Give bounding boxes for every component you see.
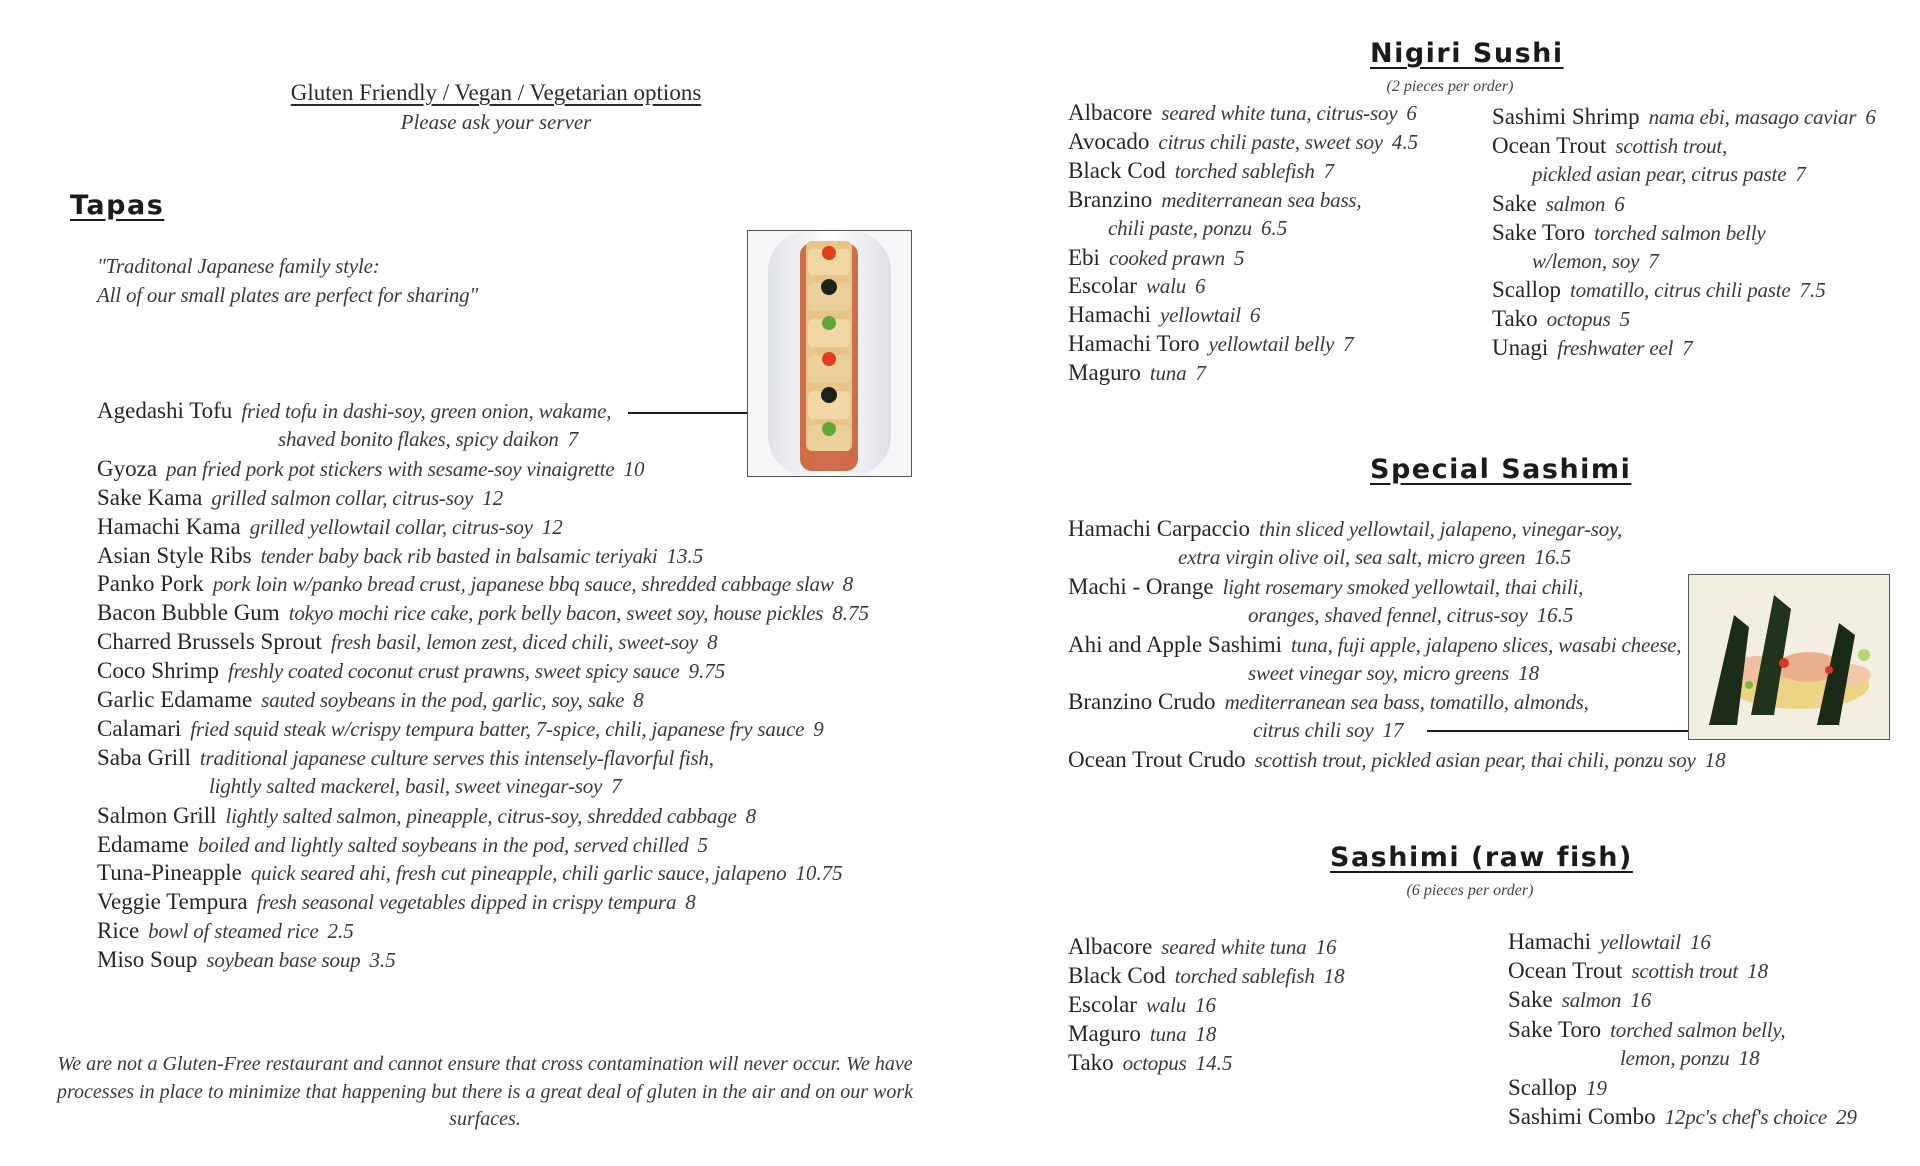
special-sashimi-photo bbox=[1688, 574, 1890, 740]
menu-item bbox=[1068, 1048, 1232, 1080]
menu-item-desc: fried tofu in dashi-soy, green onion, wakame, bbox=[241, 399, 612, 423]
menu-item-desc: freshwater eel bbox=[1557, 336, 1674, 361]
menu-item bbox=[1068, 358, 1206, 390]
menu-item-price: 16 bbox=[1195, 992, 1217, 1017]
section-title-tapas: Tapas bbox=[70, 190, 165, 221]
menu-item-price: 7 bbox=[611, 773, 622, 798]
menu-item bbox=[97, 945, 396, 977]
menu-item-price: 6 bbox=[1195, 274, 1206, 299]
menu-item-name: Hamachi bbox=[1068, 302, 1152, 328]
menu-item-desc: grilled salmon collar, citrus-soy bbox=[211, 485, 474, 510]
menu-item-name: Tako bbox=[1068, 1049, 1114, 1075]
menu-item-desc: fried squid steak w/crispy tempura batter, 7-spice, chili, japanese fry sauce bbox=[190, 716, 805, 741]
menu-item-desc: torched sablefish bbox=[1174, 158, 1315, 183]
menu-item-name: Escolar bbox=[1068, 273, 1137, 299]
menu-item-desc: mediterranean sea bass, tomatillo, almonds, bbox=[1224, 690, 1589, 715]
menu-item-desc2: citrus chili soy bbox=[1253, 718, 1374, 743]
menu-item-desc2: shaved bonito flakes, spicy daikon bbox=[278, 426, 559, 451]
menu-item-continuation bbox=[1620, 1044, 1760, 1075]
disclaimer-line2: processes in place to minimize that happening but there is a great deal of gluten in the air and on our work bbox=[56, 1081, 914, 1103]
menu-item-desc2: lemon, ponzu bbox=[1620, 1045, 1730, 1070]
menu-item-desc2: lightly salted mackerel, basil, sweet vinegar-soy bbox=[209, 773, 603, 798]
menu-item bbox=[1508, 1073, 1607, 1105]
menu-item bbox=[1068, 961, 1345, 993]
menu-item-price: 2.5 bbox=[327, 919, 354, 944]
menu-item bbox=[97, 454, 644, 486]
menu-item-desc: citrus chili paste, sweet soy bbox=[1158, 129, 1383, 154]
menu-item-name: Saba Grill bbox=[97, 744, 191, 770]
menu-item bbox=[1508, 1102, 1857, 1134]
menu-item-name: Tuna-Pineapple bbox=[97, 860, 242, 886]
menu-item-desc: traditional japanese culture serves this intensely-flavorful fish, bbox=[199, 745, 714, 770]
menu-item-price: 8 bbox=[842, 572, 854, 597]
menu-item bbox=[1068, 98, 1417, 130]
menu-item-price: 4.5 bbox=[1391, 129, 1419, 154]
menu-item-desc: pork loin w/panko bread crust, japanese bbq sauce, shredded cabbage slaw bbox=[212, 572, 834, 597]
menu-item-desc: walu bbox=[1145, 992, 1187, 1017]
menu-item-price: 7 bbox=[567, 426, 579, 451]
menu-item bbox=[97, 714, 824, 746]
menu-item-name: Albacore bbox=[1068, 934, 1153, 959]
menu-item bbox=[97, 685, 644, 717]
menu-item-price: 8.75 bbox=[832, 601, 870, 626]
agedashi-tofu-photo bbox=[747, 230, 912, 477]
menu-item bbox=[1068, 271, 1206, 303]
menu-item-name: Maguro bbox=[1068, 1020, 1141, 1046]
menu-item-desc: quick seared ahi, fresh cut pineapple, chili garlic sauce, jalapeno bbox=[250, 861, 787, 886]
menu-item-desc: octopus bbox=[1122, 1050, 1187, 1075]
menu-item bbox=[1068, 185, 1361, 217]
menu-item-desc2: oranges, shaved fennel, citrus-soy bbox=[1248, 602, 1528, 627]
menu-item-price: 7 bbox=[1323, 158, 1335, 183]
menu-item bbox=[1492, 131, 1727, 163]
menu-item-name: Coco Shrimp bbox=[97, 658, 220, 684]
menu-item-name: Ebi bbox=[1068, 244, 1100, 270]
menu-item-name: Sake Toro bbox=[1508, 1016, 1602, 1042]
menu-item bbox=[1068, 127, 1418, 159]
section-title-nigiri: Nigiri Sushi bbox=[1370, 38, 1564, 69]
tapas-quote-line1: "Traditonal Japanese family style: bbox=[97, 254, 380, 278]
menu-item-name: Scallop bbox=[1508, 1075, 1577, 1100]
menu-item bbox=[97, 541, 703, 573]
menu-item-desc: sauted soybeans in the pod, garlic, soy, sake bbox=[261, 688, 625, 712]
sashimi-subtitle: (6 pieces per order) bbox=[1406, 882, 1534, 899]
menu-item bbox=[97, 830, 708, 862]
menu-item-desc: bowl of steamed rice bbox=[148, 919, 319, 944]
menu-item bbox=[97, 396, 611, 428]
nigiri-subtitle: (2 pieces per order) bbox=[1386, 78, 1514, 95]
menu-item-name: Sake bbox=[1492, 190, 1537, 216]
menu-item bbox=[1492, 304, 1630, 336]
menu-item-desc: torched salmon belly, bbox=[1610, 1017, 1786, 1042]
menu-item-desc: pan fried pork pot stickers with sesame-soy vinaigrette bbox=[166, 456, 615, 481]
menu-item-name: Ocean Trout bbox=[1492, 132, 1607, 158]
disclaimer-line3: surfaces. bbox=[449, 1108, 521, 1130]
menu-item bbox=[1492, 218, 1766, 250]
menu-item-desc: lightly salted salmon, pineapple, citrus-soy, shredded cabbage bbox=[225, 803, 737, 828]
menu-item bbox=[97, 627, 718, 659]
menu-item-desc: soybean base soup bbox=[206, 948, 361, 973]
menu-item-price: 18 bbox=[1738, 1045, 1760, 1070]
menu-item-name: Branzino Crudo bbox=[1068, 689, 1216, 715]
menu-item-price: 6 bbox=[1865, 105, 1876, 129]
menu-item-desc: scottish trout bbox=[1631, 959, 1739, 984]
menu-item-desc: torched salmon belly bbox=[1594, 220, 1766, 245]
menu-item bbox=[1508, 1015, 1785, 1047]
menu-item-price: 18 bbox=[1747, 959, 1769, 984]
menu-item-name: Hamachi bbox=[1508, 929, 1592, 954]
menu-item-continuation bbox=[209, 772, 622, 803]
menu-item-name: Garlic Edamame bbox=[97, 687, 253, 712]
menu-item-desc: fresh basil, lemon zest, diced chili, sweet-soy bbox=[330, 630, 699, 655]
menu-item-price: 6 bbox=[1406, 101, 1417, 125]
menu-item bbox=[97, 916, 354, 948]
menu-item-name: Sake Kama bbox=[97, 484, 203, 510]
menu-item-continuation bbox=[1178, 543, 1571, 574]
menu-item bbox=[1492, 275, 1826, 307]
menu-item bbox=[97, 801, 756, 833]
menu-item-desc: tuna, fuji apple, jalapeno slices, wasabi cheese, bbox=[1291, 632, 1682, 657]
menu-item bbox=[97, 598, 869, 630]
menu-item bbox=[1508, 956, 1768, 988]
tofu-leader-line bbox=[628, 412, 747, 414]
menu-item-name: Edamame bbox=[97, 831, 189, 857]
menu-item-name: Agedashi Tofu bbox=[97, 398, 233, 423]
menu-item-price: 6.5 bbox=[1260, 215, 1288, 240]
menu-item-desc: fresh seasonal vegetables dipped in crispy tempura bbox=[256, 890, 677, 915]
menu-item-desc: thin sliced yellowtail, jalapeno, vinegar-soy, bbox=[1259, 517, 1623, 541]
menu-item-price: 7.5 bbox=[1799, 278, 1826, 303]
menu-item-price: 6 bbox=[1614, 191, 1625, 216]
menu-item-name: Hamachi Kama bbox=[97, 513, 241, 539]
menu-item bbox=[1068, 329, 1354, 361]
menu-item-desc: tender baby back rib basted in balsamic teriyaki bbox=[260, 543, 658, 568]
menu-item-price: 12 bbox=[541, 514, 563, 539]
menu-item bbox=[1068, 156, 1334, 188]
menu-item-name: Ahi and Apple Sashimi bbox=[1068, 631, 1283, 657]
menu-item-price: 5 bbox=[1619, 307, 1631, 332]
menu-item-price: 7 bbox=[1648, 248, 1659, 273]
menu-item-desc: cooked prawn bbox=[1108, 245, 1225, 270]
menu-item-desc2: pickled asian pear, citrus paste bbox=[1532, 161, 1787, 186]
menu-item-desc2: sweet vinegar soy, micro greens bbox=[1248, 660, 1510, 685]
menu-item-price: 5 bbox=[1233, 245, 1245, 270]
menu-item bbox=[1508, 985, 1651, 1017]
menu-item-name: Black Cod bbox=[1068, 157, 1166, 183]
menu-item-price: 5 bbox=[697, 832, 709, 857]
menu-item-name: Machi - Orange bbox=[1068, 573, 1214, 599]
menu-item-name: Escolar bbox=[1068, 991, 1137, 1017]
menu-item-price: 3.5 bbox=[369, 948, 396, 973]
menu-item-name: Hamachi Toro bbox=[1068, 331, 1200, 357]
menu-item-name: Panko Pork bbox=[97, 571, 204, 597]
menu-item-name: Charred Brussels Sprout bbox=[97, 629, 322, 655]
menu-item-price: 7 bbox=[1795, 161, 1806, 186]
menu-item-name: Miso Soup bbox=[97, 947, 198, 973]
menu-item-price: 14.5 bbox=[1195, 1050, 1233, 1075]
menu-item bbox=[97, 569, 853, 601]
menu-item-name: Hamachi Carpaccio bbox=[1068, 516, 1250, 541]
menu-item-price: 8 bbox=[633, 688, 644, 712]
menu-item bbox=[1068, 243, 1244, 275]
menu-item-name: Bacon Bubble Gum bbox=[97, 600, 280, 626]
menu-item-name: Albacore bbox=[1068, 100, 1153, 125]
menu-item bbox=[97, 656, 725, 688]
tapas-quote-line2: All of our small plates are perfect for sharing" bbox=[97, 283, 479, 307]
menu-item-name: Calamari bbox=[97, 715, 182, 741]
menu-item-desc: tuna bbox=[1149, 1021, 1187, 1046]
menu-item-continuation bbox=[1108, 214, 1287, 245]
menu-item-desc: scottish trout, pickled asian pear, thai chili, ponzu soy bbox=[1254, 748, 1696, 773]
menu-item-desc: seared white tuna bbox=[1161, 935, 1307, 959]
menu-item-name: Veggie Tempura bbox=[97, 889, 248, 915]
menu-item-desc: mediterranean sea bass, bbox=[1161, 187, 1362, 212]
menu-item bbox=[97, 743, 714, 775]
menu-item-desc2: extra virgin olive oil, sea salt, micro green bbox=[1178, 544, 1526, 569]
menu-item bbox=[97, 858, 843, 890]
menu-item-continuation bbox=[1532, 247, 1659, 278]
menu-item-price: 29 bbox=[1836, 1105, 1858, 1130]
menu-item-continuation bbox=[278, 425, 578, 456]
section-title-sashimi: Sashimi (raw fish) bbox=[1330, 842, 1633, 873]
menu-item-price: 6 bbox=[1249, 303, 1261, 328]
menu-item-desc: yellowtail belly bbox=[1208, 332, 1335, 357]
menu-item-name: Unagi bbox=[1492, 335, 1549, 361]
menu-item bbox=[1492, 102, 1876, 134]
menu-item-price: 7 bbox=[1682, 336, 1693, 361]
menu-item-continuation bbox=[1253, 716, 1403, 747]
menu-item-price: 7 bbox=[1195, 361, 1206, 386]
special-leader-line bbox=[1427, 730, 1688, 732]
menu-item-price: 8 bbox=[745, 803, 757, 828]
menu-item-desc: seared white tuna, citrus-soy bbox=[1161, 101, 1398, 125]
menu-item-price: 19 bbox=[1586, 1076, 1607, 1100]
menu-item-desc: torched sablefish bbox=[1174, 963, 1315, 988]
menu-item-price: 9.75 bbox=[688, 659, 726, 684]
menu-item-price: 10 bbox=[623, 456, 645, 481]
menu-item bbox=[1068, 687, 1589, 719]
menu-item-price: 16 bbox=[1689, 930, 1711, 954]
menu-item-desc: grilled yellowtail collar, citrus-soy bbox=[249, 514, 533, 539]
menu-item-name: Branzino bbox=[1068, 186, 1153, 212]
menu-item bbox=[1068, 990, 1216, 1022]
menu-item-name: Avocado bbox=[1068, 128, 1150, 154]
menu-item-name: Sake bbox=[1508, 987, 1553, 1013]
menu-item-desc: nama ebi, masago caviar bbox=[1648, 105, 1857, 129]
menu-item-continuation bbox=[1248, 601, 1573, 632]
menu-item bbox=[97, 512, 563, 544]
menu-item-desc: 12pc's chef's choice bbox=[1664, 1105, 1828, 1130]
options-title: Gluten Friendly / Vegan / Vegetarian options bbox=[290, 80, 702, 105]
menu-item-price: 16 bbox=[1630, 988, 1652, 1013]
menu-item-name: Black Cod bbox=[1068, 962, 1166, 988]
menu-item-desc: tuna bbox=[1149, 361, 1187, 386]
menu-item-name: Ocean Trout Crudo bbox=[1068, 747, 1246, 773]
menu-item bbox=[1068, 572, 1583, 604]
menu-item-desc: yellowtail bbox=[1160, 303, 1241, 328]
menu-item-price: 16.5 bbox=[1536, 602, 1574, 627]
menu-item-desc2: w/lemon, soy bbox=[1532, 248, 1640, 273]
menu-item bbox=[1508, 927, 1711, 959]
options-subtitle: Please ask your server bbox=[400, 110, 592, 134]
disclaimer-line1: We are not a Gluten-Free restaurant and cannot ensure that cross contamination will never occur. We have bbox=[57, 1053, 913, 1075]
menu-item-desc: walu bbox=[1145, 274, 1187, 299]
menu-item bbox=[1492, 189, 1625, 221]
menu-item-price: 18 bbox=[1195, 1021, 1217, 1046]
menu-item-desc2: chili paste, ponzu bbox=[1108, 215, 1252, 240]
menu-item-price: 10.75 bbox=[795, 861, 843, 886]
menu-item-continuation bbox=[1248, 659, 1539, 690]
menu-item-name: Gyoza bbox=[97, 455, 158, 481]
menu-item-desc: scottish trout, bbox=[1615, 133, 1728, 158]
menu-item-price: 16 bbox=[1315, 935, 1337, 959]
menu-item-desc: salmon bbox=[1561, 988, 1622, 1013]
menu-item-name: Sashimi Combo bbox=[1508, 1104, 1656, 1130]
menu-item-price: 18 bbox=[1518, 660, 1540, 685]
menu-item-desc: light rosemary smoked yellowtail, thai chili, bbox=[1222, 574, 1584, 599]
menu-item bbox=[1068, 1019, 1216, 1051]
menu-item bbox=[1068, 932, 1336, 964]
menu-item bbox=[1068, 514, 1622, 546]
menu-item-desc: tomatillo, citrus chili paste bbox=[1570, 278, 1791, 303]
menu-item-name: Asian Style Ribs bbox=[97, 542, 252, 568]
menu-item-price: 13.5 bbox=[666, 543, 704, 568]
menu-item bbox=[1068, 745, 1726, 777]
menu-item-name: Sashimi Shrimp bbox=[1492, 104, 1640, 129]
menu-item-price: 7 bbox=[1343, 332, 1354, 357]
menu-item-price: 8 bbox=[685, 890, 696, 915]
menu-item bbox=[97, 483, 503, 515]
menu-item-price: 18 bbox=[1704, 748, 1726, 773]
menu-item-name: Rice bbox=[97, 918, 140, 944]
menu-item-desc: yellowtail bbox=[1600, 930, 1681, 954]
menu-item-name: Salmon Grill bbox=[97, 802, 217, 828]
menu-item-price: 16.5 bbox=[1534, 544, 1572, 569]
menu-item-continuation bbox=[1532, 160, 1806, 191]
menu-item-name: Scallop bbox=[1492, 277, 1561, 303]
menu-item-price: 18 bbox=[1323, 963, 1345, 988]
menu-item-name: Maguro bbox=[1068, 360, 1141, 386]
menu-item-desc: boiled and lightly salted soybeans in the pod, served chilled bbox=[197, 832, 689, 857]
menu-item-desc: octopus bbox=[1546, 307, 1611, 332]
menu-item bbox=[97, 887, 696, 919]
menu-item bbox=[1492, 333, 1693, 365]
section-title-special-sashimi: Special Sashimi bbox=[1370, 454, 1632, 485]
menu-item-price: 12 bbox=[482, 485, 504, 510]
menu-item-price: 9 bbox=[813, 716, 824, 741]
menu-item-price: 8 bbox=[707, 630, 718, 655]
menu-item-desc: salmon bbox=[1545, 191, 1606, 216]
menu-item-desc: tokyo mochi rice cake, pork belly bacon, sweet soy, house pickles bbox=[288, 601, 824, 626]
menu-item-name: Sake Toro bbox=[1492, 219, 1586, 245]
menu-item-name: Tako bbox=[1492, 306, 1538, 332]
menu-item bbox=[1068, 300, 1260, 332]
menu-item bbox=[1068, 630, 1681, 662]
menu-item-name: Ocean Trout bbox=[1508, 958, 1623, 984]
menu-item-price: 17 bbox=[1382, 718, 1404, 743]
menu-item-desc: freshly coated coconut crust prawns, sweet spicy sauce bbox=[228, 659, 680, 684]
